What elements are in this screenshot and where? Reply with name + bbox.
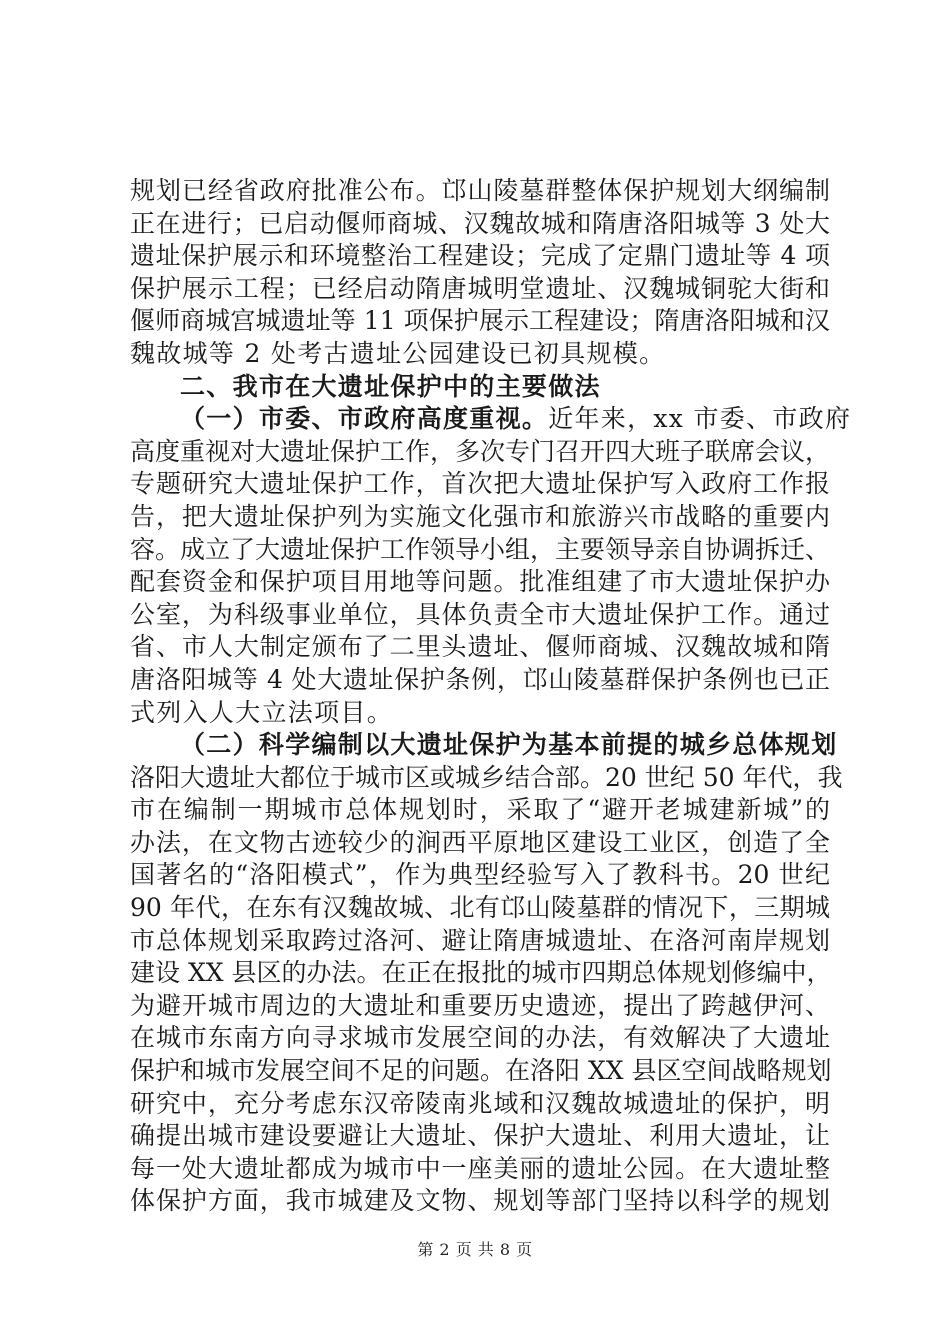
paragraph-line: 为避开城市周边的大遗址和重要历史遗迹，提出了跨越伊河、 (130, 990, 830, 1020)
subsection-lead-line (130, 403, 852, 436)
subsection-title: （一）市委、市政府高度重视。 (180, 404, 549, 434)
paragraph-line: 偃师商城宫城遗址等 11 项保护展示工程建设；隋唐洛阳城和汉 (130, 306, 830, 336)
paragraph-line: 高度重视对大遗址保护工作，多次专门召开四大班子联席会议， (130, 436, 831, 466)
paragraph-text: 近年来，xx 市委、市政府 (548, 404, 852, 434)
paragraph-line: 式列入人大立法项目。 (130, 697, 394, 727)
paragraph-line: 正在进行；已启动偃师商城、汉魏故城和隋唐洛阳城等 3 处大 (130, 208, 830, 238)
paragraph-line: 洛阳大遗址大都位于城市区或城乡结合部。20 世纪 50 年代，我 (130, 762, 843, 792)
paragraph-line: 保护展示工程；已经启动隋唐城明堂遗址、汉魏城铜驼大街和 (130, 273, 830, 303)
paragraph-line: 建设 XX 县区的办法。在正在报批的城市四期总体规划修编中， (130, 958, 832, 988)
paragraph-line: 国著名的“洛阳模式”，作为典型经验写入了教科书。20 世纪 (130, 860, 830, 890)
paragraph-line: 市总体规划采取跨过洛河、避让隋唐城遗址、在洛河南岸规划 (130, 925, 830, 955)
paragraph-line: 研究中，充分考虑东汉帝陵南兆域和汉魏故城遗址的保护，明 (130, 1088, 830, 1118)
paragraph-line: 每一处大遗址都成为城市中一座美丽的遗址公园。在大遗址整 (130, 1153, 830, 1183)
paragraph-line: 保护和城市发展空间不足的问题。在洛阳 XX 县区空间战略规划 (130, 1056, 832, 1086)
paragraph-line: 容。成立了大遗址保护工作领导小组，主要领导亲自协调拆迁、 (130, 534, 831, 564)
paragraph-line: 市在编制一期城市总体规划时，采取了“避开老城建新城”的 (130, 795, 830, 825)
paragraph-line: 在城市东南方向寻求城市发展空间的办法，有效解决了大遗址 (130, 1023, 830, 1053)
paragraph-line: 确提出城市建设要避让大遗址、保护大遗址、利用大遗址，让 (130, 1121, 830, 1151)
document-body (130, 175, 852, 1218)
page-footer: 第 2 页 共 8 页 (417, 1240, 533, 1259)
paragraph-line: 90 年代，在东有汉魏故城、北有邙山陵墓群的情况下，三期城 (130, 893, 830, 923)
paragraph-line: 办法，在文物古迹较少的涧西平原地区建设工业区，创造了全 (130, 827, 830, 857)
paragraph-line: 体保护方面，我市城建及文物、规划等部门坚持以科学的规划 (130, 1186, 830, 1216)
subsection-title: （二）科学编制以大遗址保护为基本前提的城乡总体规划 (180, 730, 838, 760)
section-heading: 二、我市在大遗址保护中的主要做法 (180, 371, 601, 401)
paragraph-line: 魏故城等 2 处考古遗址公园建设已初具规模。 (130, 338, 666, 368)
paragraph-line: 配套资金和保护项目用地等问题。批准组建了市大遗址保护办 (130, 567, 830, 597)
paragraph-line: 专题研究大遗址保护工作，首次把大遗址保护写入政府工作报 (130, 469, 830, 499)
paragraph-line: 公室，为科级事业单位，具体负责全市大遗址保护工作。通过 (130, 599, 830, 629)
paragraph-line: 唐洛阳城等 4 处大遗址保护条例，邙山陵墓群保护条例也已正 (130, 664, 830, 694)
paragraph-line: 遗址保护展示和环境整治工程建设；完成了定鼎门遗址等 4 项 (130, 241, 830, 271)
paragraph-line: 告，把大遗址保护列为实施文化强市和旅游兴市战略的重要内 (130, 501, 830, 531)
subsection-lead-line (130, 729, 838, 762)
paragraph-line: 规划已经省政府批准公布。邙山陵墓群整体保护规划大纲编制 (130, 176, 830, 205)
paragraph-line: 省、市人大制定颁布了二里头遗址、偃师商城、汉魏故城和隋 (130, 632, 830, 662)
